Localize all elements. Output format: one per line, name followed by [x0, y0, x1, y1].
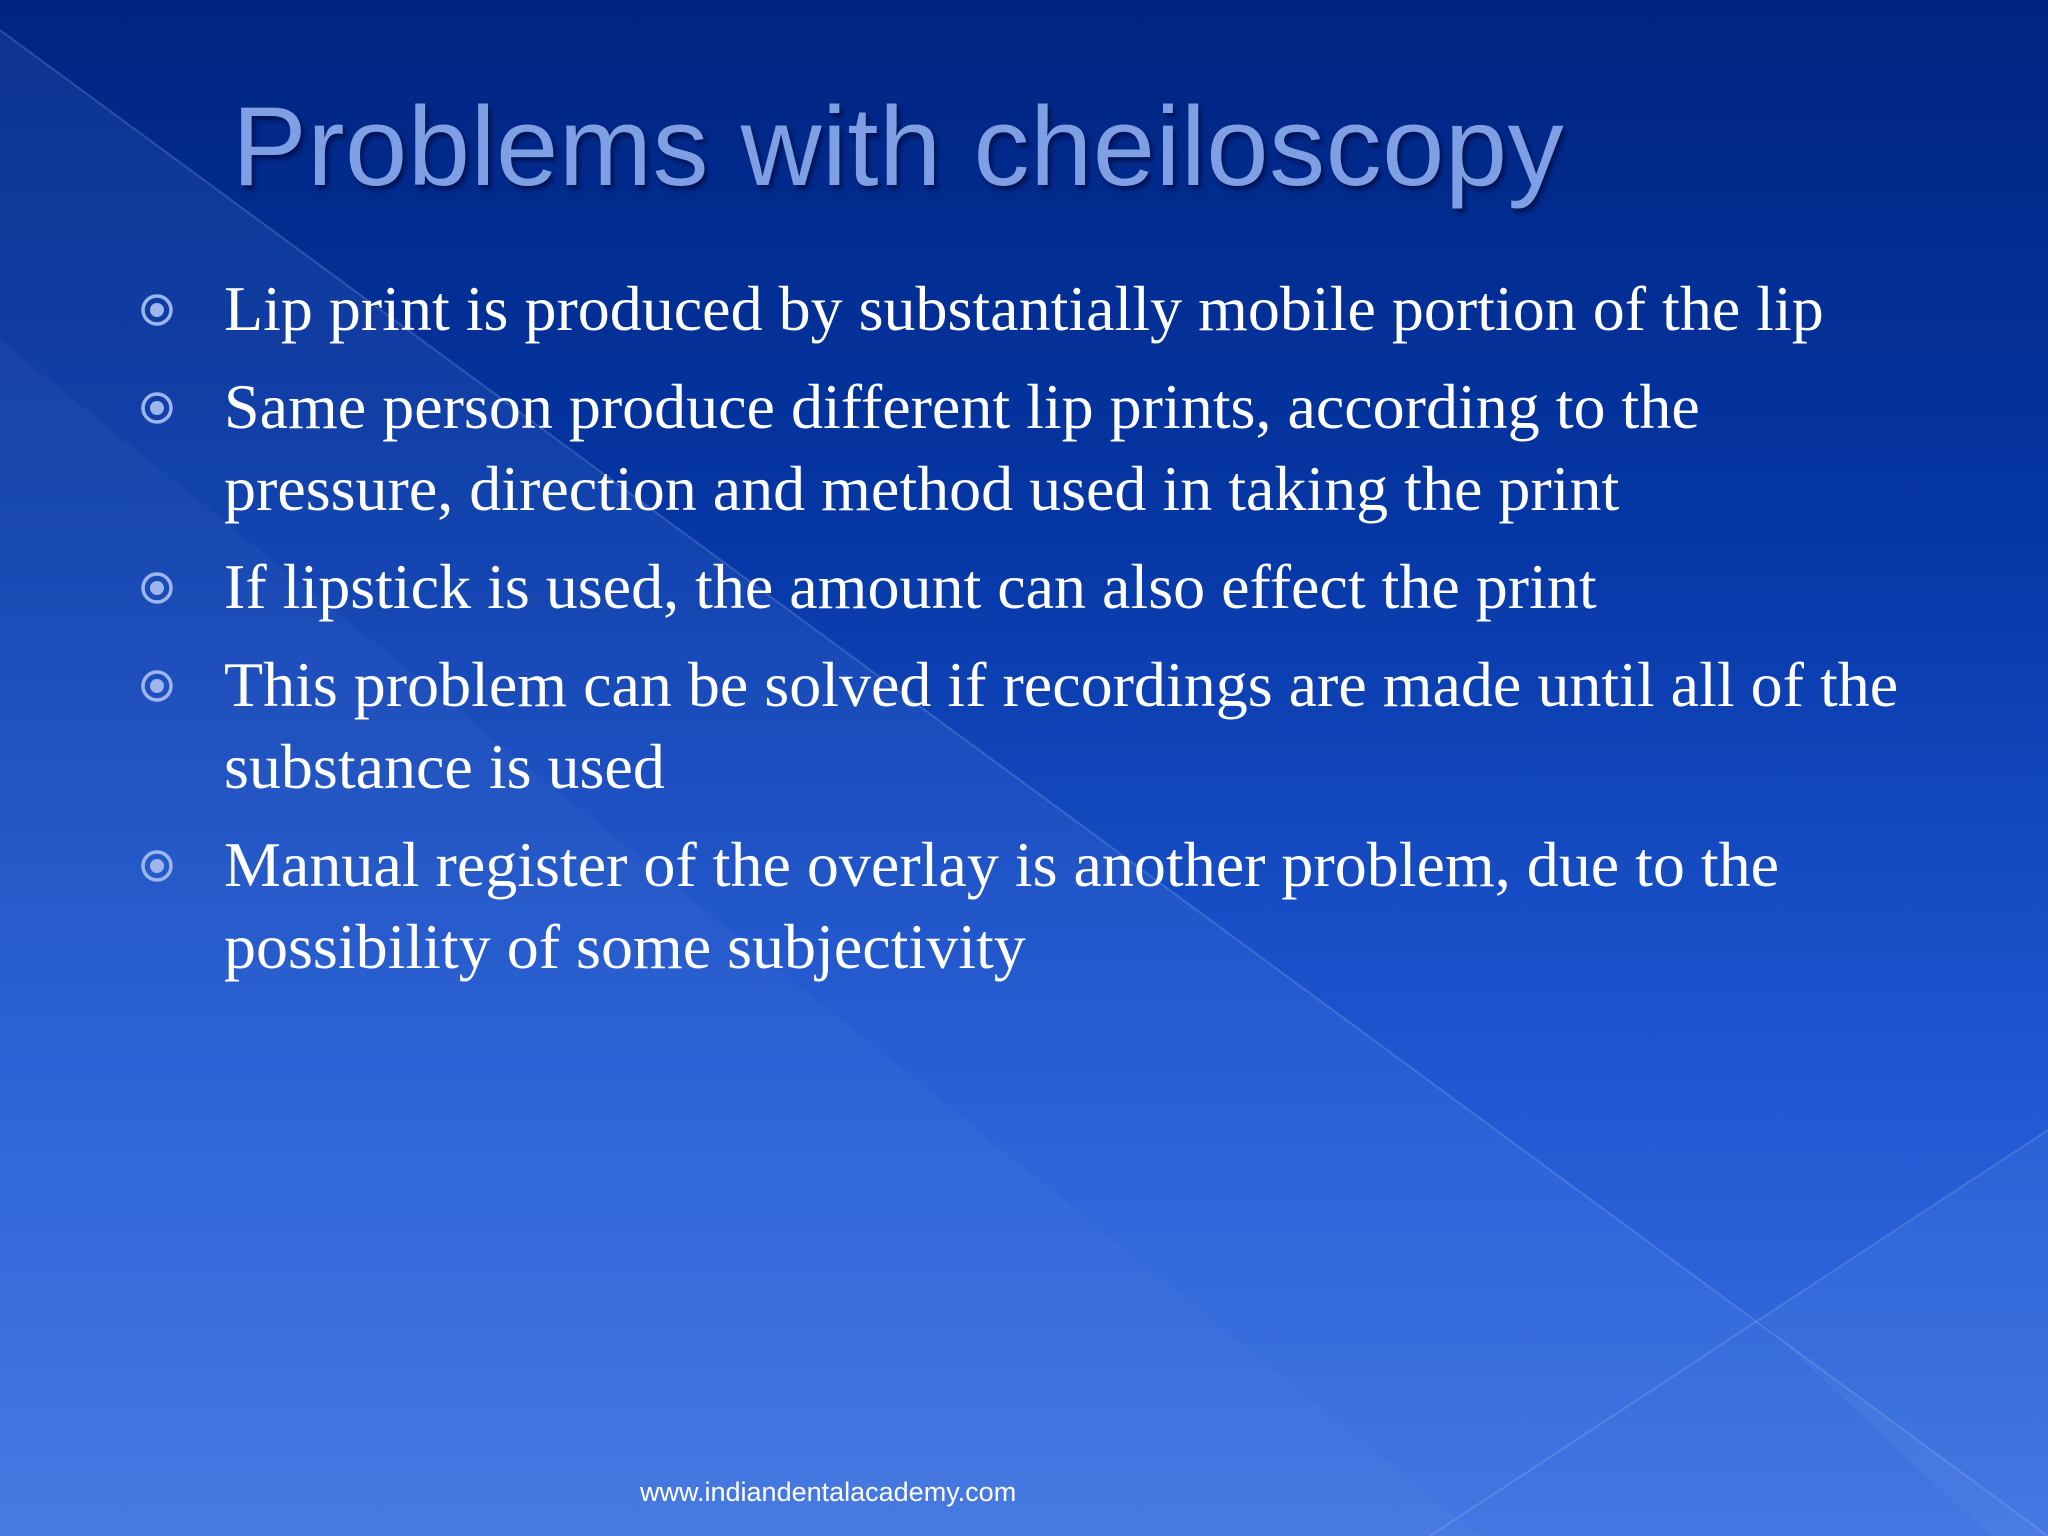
- bullet-text: Lip print is produced by substantially mobile portion of the lip: [224, 273, 1824, 344]
- circle-target-icon: [140, 293, 174, 327]
- bullet-text: This problem can be solved if recordings are made until all of the substance is used: [224, 649, 1899, 802]
- slide-title: Problems with cheiloscopy: [232, 84, 1565, 209]
- circle-target-icon: [140, 391, 174, 425]
- circle-target-icon: [140, 571, 174, 605]
- list-item: [140, 644, 1940, 808]
- list-item: [140, 366, 1940, 530]
- circle-target-icon: [140, 849, 174, 883]
- footer-url: www.indiandentalacademy.com: [640, 1477, 1017, 1507]
- bullet-text: If lipstick is used, the amount can also effect the print: [224, 551, 1597, 622]
- list-item: [140, 268, 1940, 350]
- list-item: [140, 546, 1940, 628]
- bullet-text: Manual register of the overlay is another problem, due to the possibility of some subjectivity: [224, 829, 1780, 982]
- bullet-list: [140, 268, 1940, 1004]
- bullet-text: Same person produce different lip prints, according to the pressure, direction and method used in taking the print: [224, 371, 1700, 524]
- list-item: [140, 824, 1940, 988]
- circle-target-icon: [140, 669, 174, 703]
